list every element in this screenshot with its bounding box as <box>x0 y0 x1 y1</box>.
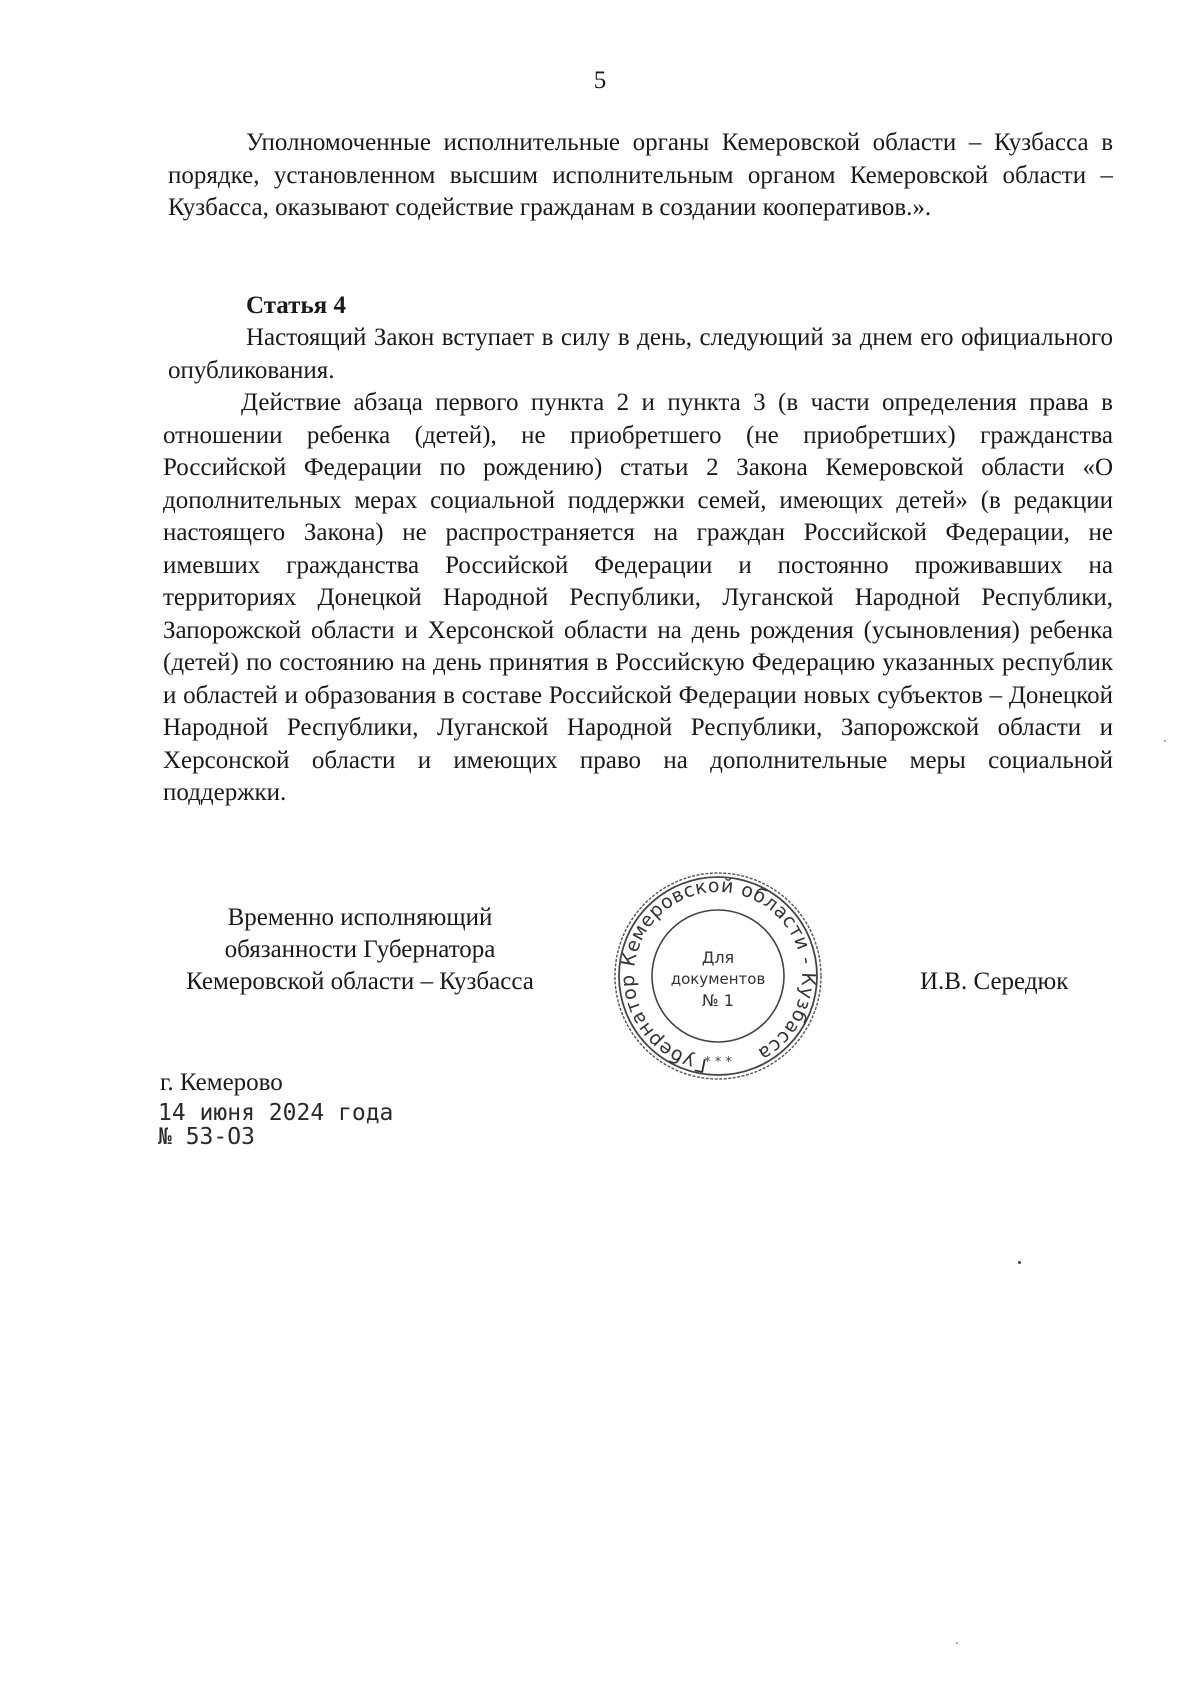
official-stamp <box>610 868 826 1084</box>
signer-name: И.В. Середюк <box>920 968 1069 995</box>
signing-date: 14 июня 2024 года <box>158 1100 394 1126</box>
paragraph-scope-exception: Действие абзаца первого пункта 2 и пункта 3 (в части определения права в отношении ребенка (детей), не приобретшего (не приобретших) гражданства Российской Федерации по рождению) статьи 2 Закона Кемеровской области «О дополнительных мерах социальной поддержки семей, имеющих детей» (в редакции настоящего Закона) не распространяется на граждан Российской Федерации, не имевших гражданства Российской Федерации и постоянно проживавших на территориях Донецкой Народной Республики, Луганской Народной Республики, Запорожской области и Херсонской области на день рождения (усыновления) ребенка (детей) по состоянию на день принятия в Российскую Федерацию указанных республик и областей и образования в составе Российской Федерации новых субъектов – Донецкой Народной Республики, Луганской Народной Республики, Запорожской области и Херсонской области и имеющих право на дополнительные меры социальной поддержки. <box>163 389 1113 806</box>
article-heading: Статья 4 <box>246 292 346 319</box>
signatory-title-line-2: обязанности Губернатора <box>224 936 496 963</box>
page-number: 5 <box>593 67 607 94</box>
stamp-ring-text: Губернатор Кемеровской области - Кузбасса <box>616 874 820 1077</box>
stamp-stars: * * * <box>704 1055 732 1070</box>
signatory-title-line-1: Временно исполняющий <box>227 904 493 931</box>
paragraph-entry-into-force: Настоящий Закон вступает в силу в день, следующий за днем его официального опубликования. <box>168 324 1113 384</box>
scan-speck <box>956 1642 958 1644</box>
signatory-title <box>150 902 570 998</box>
stamp-center-line-2: документов <box>670 970 766 988</box>
place-of-signing: г. Кемерово <box>160 1069 283 1096</box>
scan-speck <box>1164 740 1166 742</box>
scan-speck <box>1018 1261 1021 1264</box>
law-number: № 53-ОЗ <box>158 1124 255 1150</box>
stamp-center-line-1: Для <box>701 948 735 967</box>
stamp-center-line-3: № 1 <box>702 991 734 1010</box>
paragraph-cooperatives: Уполномоченные исполнительные органы Кемеровской области – Кузбасса в порядке, установленном высшим исполнительным органом Кемеровской области – Кузбасса, оказывают содействие гражданам в создании кооперативов.». <box>168 129 1113 221</box>
signatory-title-line-3: Кемеровской области – Кузбасса <box>186 968 534 995</box>
